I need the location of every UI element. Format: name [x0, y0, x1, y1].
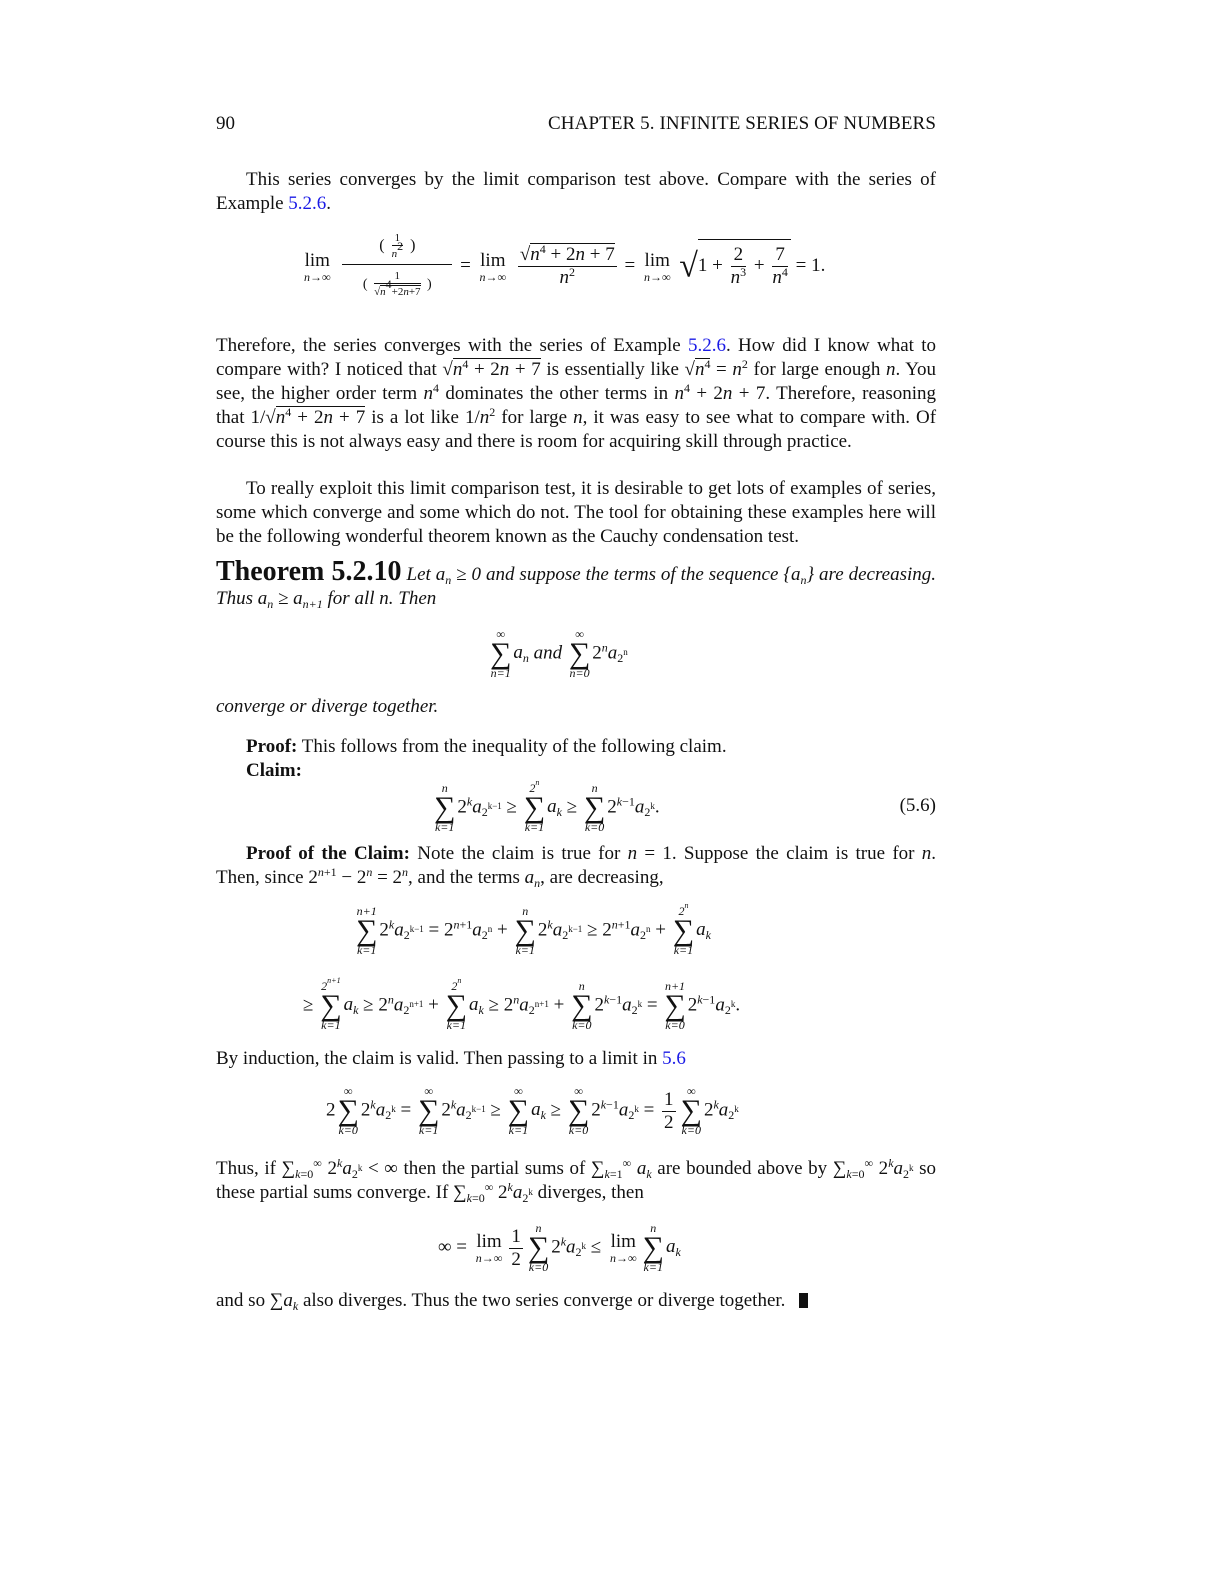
explanation-paragraph: Therefore, the series converges with the series of Example 5.2.6. How did I know what to compare with? I noticed that $√n^4 + 2n + 7$ is essentially like $√n^4 = n^2$ for large enough n. You see, the higher order term $n^4$ dominates the other terms in $n^4 + 2n + 7$. Therefore, reasoning that $1/√n^4 + 2n + 7$ is a lot like $1/n^2$ for large n, it was easy to see what to compare with. Of course this is not always easy and there is room for acquiring skill through practice. — [216, 335, 937, 452]
intro-paragraph: This series converges by the limit comparison test above. Compare with the series of Example 5.2.6. — [216, 169, 936, 214]
limit-chain-equation: 2 ∞ ∑ k=0 $2^ka_{2^k}$ = ∞ ∑ k=1 $2^ka_{2^{k-1}}$ ≥ ∞ ∑ k=1 $a_k$ ≥ ∞ ∑ k=0 $2^{k-1}a_{2^k}$ = $\frac{1}{2}$ ∞ ∑ k=0 $2^ka_{2^k}$ — [326, 1084, 739, 1137]
claim-label: Claim: — [246, 760, 302, 781]
equation-link[interactable]: 5.6 — [662, 1048, 686, 1069]
chapter-title: CHAPTER 5. INFINITE SERIES OF NUMBERS — [548, 113, 936, 134]
induction-equation-2: ≥ $2^{n+1}$ ∑ k=1 $a_k \ge 2^na_{2^{n+1}}$ + 2$^n$ ∑ k=1 $a_k \ge 2^na_{2^{n+1}}$ + n ∑ k=0 $2^{k-1}a_{2^k}$ = n+1 ∑ k=0 $2^{k-1}a_{2^k}$. — [303, 976, 741, 1032]
theorem-conclusion: converge or diverge together. — [216, 696, 439, 717]
final-text: and so $\sum a_k$ also diverges. Thus the two series converge or diverge together. — [216, 1289, 936, 1313]
theorem-label: Theorem 5.2.10 — [216, 556, 402, 587]
claim-proof: Proof of the Claim: Note the claim is true for n = 1. Suppose the claim is true for n. Then, since $2^{n+1} - 2^n = 2^n$, and the terms $a_n$, are decreasing, — [216, 843, 936, 890]
cauchy-paragraph: To really exploit this limit comparison test, it is desirable to get lots of examples of series, some which converge and some which do not. The tool for obtaining these examples here will be the following wonderful theorem known as the Cauchy condensation test. — [216, 478, 936, 547]
limit-equation: lim n→∞ ( $\frac{1}{n^2}$ ) ( $\frac{1}{√n^4+2n+7}$ ) = lim n→∞ $\frac{√n^4 + 2n + 7}{n^2}$ = lim n→∞ √1 + $\frac{2}{n^3}$ + $\frac{7}{n^4}$ = 1. — [300, 228, 825, 305]
theorem-statement: Theorem 5.2.10 Let $a_n \ge 0$ and suppose the terms of the sequence $\{a_n\}$ are decreasing. Thus $a_n \ge a_{n+1}$ for all n. Then — [216, 556, 936, 611]
proof-intro: Proof: This follows from the inequality of the following claim. — [246, 736, 727, 757]
theorem-series: ∞ ∑ n=1 $a_n$ and ∞ ∑ n=0 $2^na_{2^n}$ — [490, 627, 628, 680]
page-number: 90 — [216, 113, 235, 134]
induction-text: By induction, the claim is valid. Then passing to a limit in 5.6 — [216, 1048, 686, 1069]
induction-equation-1: n+1 ∑ k=1 $2^ka_{2^{k-1}} = 2^{n+1}a_{2^n}$ + n ∑ k=1 $2^ka_{2^{k-1}} \ge 2^{n+1}a_{2^n}$ + 2$^n$ ∑ k=1 $a_k$ — [356, 901, 711, 957]
convergence-text: Thus, if $\sum_{k=0}^\infty$ $2^ka_{2^k}$ < ∞ then the partial sums of $\sum_{k=1}^\infty$ $a_k$ are bounded above by $\sum_{k=0}^\infty$ $2^ka_{2^k}$ so these partial sums converge. If $\sum_{k=0}^\infty$ $2^ka_{2^k}$ diverges, then — [216, 1156, 937, 1205]
example-link[interactable]: 5.2.6 — [288, 193, 327, 214]
divergence-equation: ∞ = lim n→∞ $\frac{1}{2}$ n ∑ k=0 $2^ka_{2^k}$ ≤ lim n→∞ n ∑ k=1 $a_k$ — [438, 1221, 681, 1274]
claim-equation: n ∑ k=1 $2^ka_{2^{k-1}}$ ≥ 2$^n$ ∑ k=1 $a_k$ ≥ n ∑ k=0 $2^{k-1}a_{2^k}$. — [434, 778, 660, 834]
equation-number: (5.6) — [899, 795, 936, 816]
example-link-2[interactable]: 5.2.6 — [688, 335, 727, 356]
qed-mark — [799, 1293, 808, 1308]
